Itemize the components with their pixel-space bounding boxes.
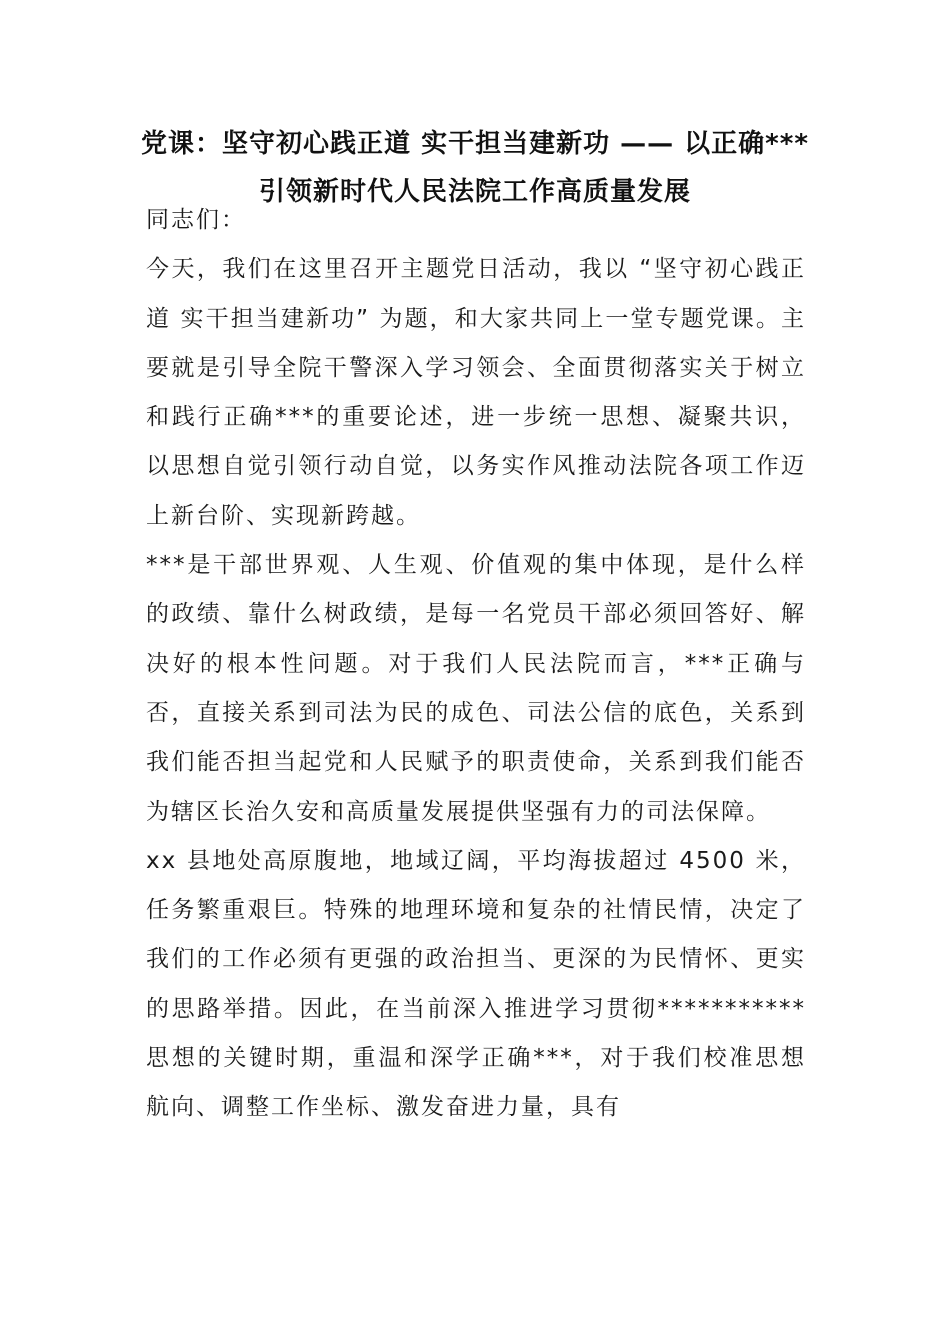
- document-title: 党课：坚守初心践正道 实干担当建新功 —— 以正确***引领新时代人民法院工作高质量发展: [141, 129, 809, 207]
- paragraph-2: ***是干部世界观、人生观、价值观的集中体现，是什么样的政绩、靠什么树政绩，是每一名党员干部必须回答好、解决好的根本性问题。对于我们人民法院而言，***正确与否，直接关系到司法为民的成色、司法公信的底色，关系到我们能否担当起党和人民赋予的职责使命，关系到我们能否为辖区长治久安和高质量发展提供坚强有力的司法保障。: [146, 552, 806, 825]
- document-body: [146, 196, 806, 1133]
- paragraph-3: xx 县地处高原腹地，地域辽阔，平均海拔超过 4500 米，任务繁重艰巨。特殊的地理环境和复杂的社情民情，决定了我们的工作必须有更强的政治担当、更深的为民情怀、更实的思路举措。因此，在当前深入推进学习贯彻***********思想的关键时期，重温和深学正确***，对于我们校准思想航向、调整工作坐标、激发奋进力量，具有: [146, 847, 806, 1121]
- salutation: 同志们：: [146, 207, 246, 233]
- paragraph-1: 今天，我们在这里召开主题党日活动，我以 “坚守初心践正道 实干担当建新功” 为题，和大家共同上一堂专题党课。主要就是引导全院干警深入学习领会、全面贯彻落实关于树立和践行正确***的重要论述，进一步统一思想、凝聚共识，以思想自觉引领行动自觉，以务实作风推动法院各项工作迈上新台阶、实现新跨越。: [146, 256, 806, 529]
